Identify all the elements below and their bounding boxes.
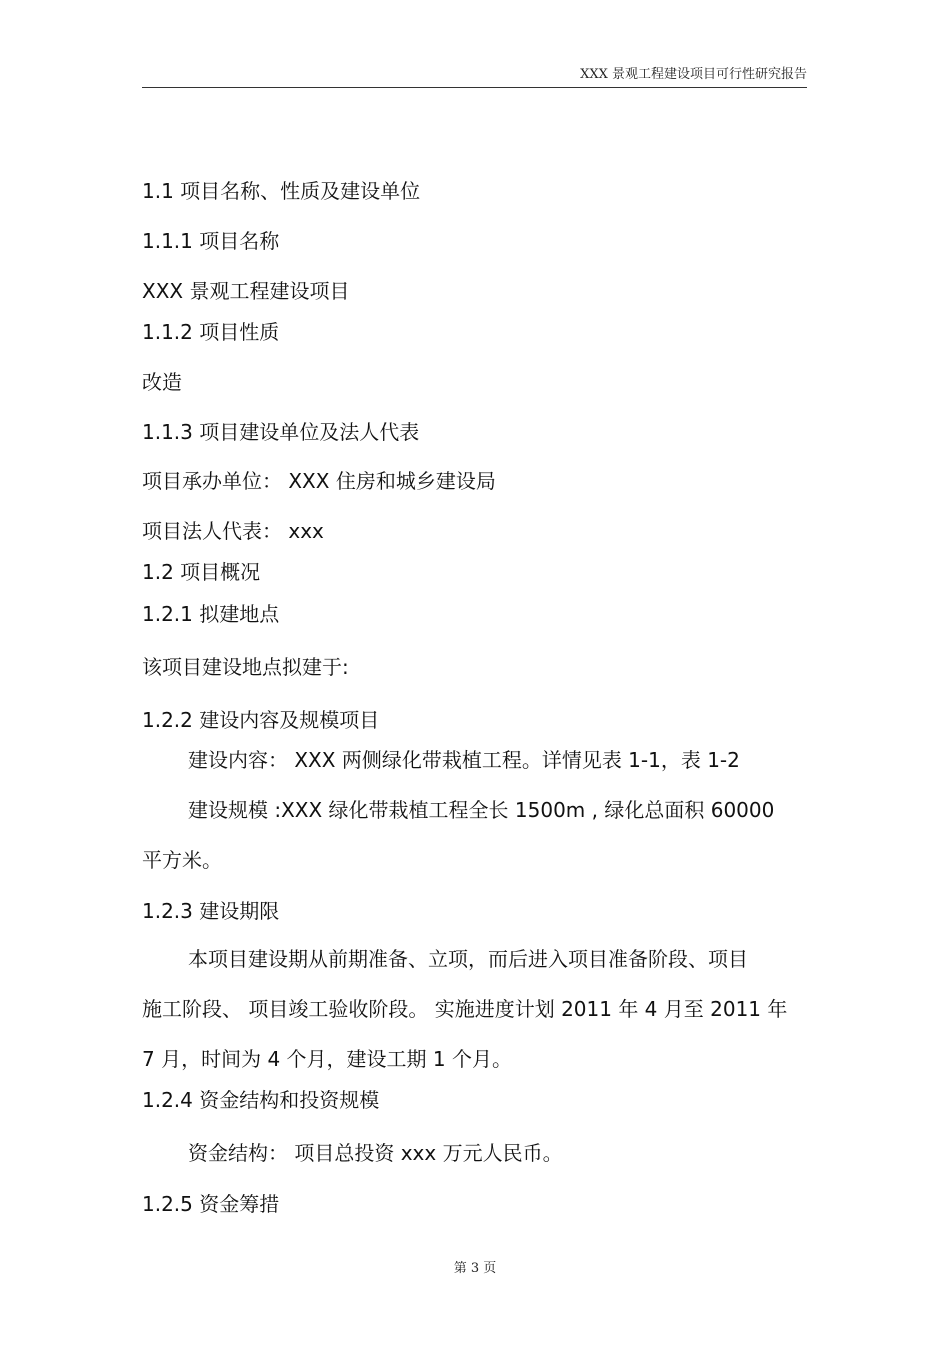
subsection-heading: 1.1.1 项目名称 — [142, 229, 280, 253]
subsection-heading: 1.2.2 建设内容及规模项目 — [142, 708, 380, 732]
page-number: 第 3 页 — [453, 1261, 497, 1276]
body-line: XXX 景观工程建设项目 — [142, 279, 350, 303]
body-line: 资金结构： 项目总投资 xxx 万元人民币。 — [188, 1141, 563, 1165]
section-heading: 1.2 项目概况 — [142, 560, 261, 584]
subsection-heading: 1.2.1 拟建地点 — [142, 602, 280, 626]
subsection-heading: 1.1.3 项目建设单位及法人代表 — [142, 420, 420, 444]
subsection-heading: 1.2.3 建设期限 — [142, 899, 280, 923]
subsection-heading: 1.1.2 项目性质 — [142, 320, 280, 344]
subsection-heading: 1.2.4 资金结构和投资规模 — [142, 1088, 380, 1112]
running-header: XXX 景观工程建设项目可行性研究报告 — [580, 67, 807, 82]
body-line: 施工阶段、 项目竣工验收阶段。 实施进度计划 2011 年 4 月至 2011 年 — [142, 997, 788, 1021]
body-line: 项目承办单位： XXX 住房和城乡建设局 — [142, 469, 496, 493]
subsection-heading: 1.2.5 资金筹措 — [142, 1192, 280, 1216]
body-line: 改造 — [142, 370, 182, 394]
section-heading: 1.1 项目名称、性质及建设单位 — [142, 179, 421, 203]
body-line: 项目法人代表： xxx — [142, 519, 324, 543]
body-line: 该项目建设地点拟建于: — [142, 655, 349, 679]
body-line: 本项目建设期从前期准备、立项，而后进入项目准备阶段、项目 — [188, 947, 748, 971]
body-line: 建设内容： XXX 两侧绿化带栽植工程。详情见表 1-1，表 1-2 — [188, 748, 740, 772]
body-line: 7 月，时间为 4 个月，建设工期 1 个月。 — [142, 1047, 512, 1071]
header-rule — [142, 87, 807, 88]
body-line: 建设规模 :XXX 绿化带栽植工程全长 1500m , 绿化总面积 60000 — [188, 798, 775, 822]
body-line: 平方米。 — [142, 848, 222, 872]
